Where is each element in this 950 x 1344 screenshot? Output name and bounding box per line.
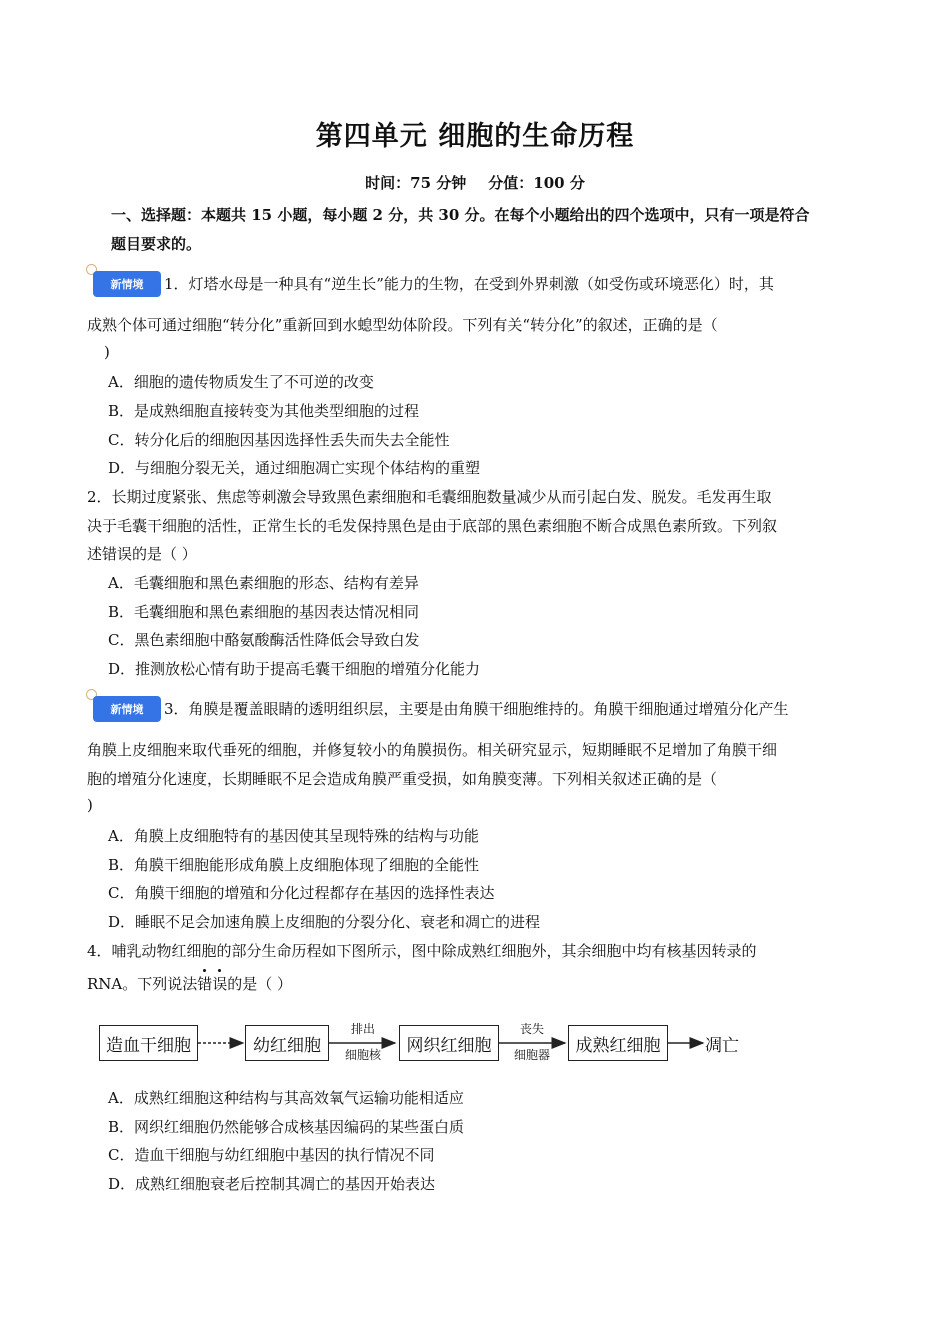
q4-option-b: B．网织红细胞仍然能够合成核基因编码的某些蛋白质 — [108, 1118, 465, 1136]
q3-stem-line3: 胞的增殖分化速度，长期睡眠不足会造成角膜严重受损，如角膜变薄。下列相关叙述正确的是（ — [87, 770, 718, 788]
node-apoptosis: 凋亡 — [705, 1036, 739, 1056]
section-heading-line1: 一、选择题：本题共 15 小题，每小题 2 分，共 30 分。在每个小题给出的四个选项中，只有一项是符合 — [111, 206, 810, 224]
q1-option-a: A．细胞的遗传物质发生了不可逆的改变 — [108, 373, 374, 391]
q1-stem-line2: 成熟个体可通过细胞“转分化”重新回到水螅型幼体阶段。下列有关“转分化”的叙述，正确的是（ — [87, 316, 718, 334]
q3-stem-line2: 角膜上皮细胞来取代垂死的细胞，并修复较小的角膜损伤。相关研究显示，短期睡眠不足增加了角膜干细 — [87, 741, 778, 759]
q3-stem-line4: ) — [87, 796, 93, 814]
page-title: 第四单元 细胞的生命历程 — [315, 121, 635, 152]
edge-label-bottom-1: 细胞核 — [344, 1048, 381, 1062]
new-context-badge: 新情境 — [93, 696, 161, 722]
node-mature-red-cell: 成熟红细胞 — [568, 1025, 668, 1061]
edge-label-top-1: 排出 — [350, 1022, 375, 1036]
q4-stem-line2: RNA。下列说法错误的是（ ） — [87, 975, 293, 993]
q2-option-d: D．推测放松心情有助于提高毛囊干细胞的增殖分化能力 — [108, 660, 481, 678]
q2-option-a: A．毛囊细胞和黑色素细胞的形态、结构有差异 — [108, 574, 419, 592]
q2-stem-line1: 2．长期过度紧张、焦虑等刺激会导致黑色素细胞和毛囊细胞数量减少从而引起白发、脱发。毛发再生取 — [87, 488, 772, 506]
q3-option-b: B．角膜干细胞能形成角膜上皮细胞体现了细胞的全能性 — [108, 856, 480, 874]
exam-time: 时间：75 分钟 — [365, 174, 467, 192]
exam-score: 分值：100 分 — [488, 174, 585, 192]
q1-option-d: D．与细胞分裂无关，通过细胞凋亡实现个体结构的重塑 — [108, 459, 481, 477]
q3-option-d: D．睡眠不足会加速角膜上皮细胞的分裂分化、衰老和凋亡的进程 — [108, 913, 541, 931]
q1-stem-line3: ) — [104, 343, 110, 361]
q1-stem-line1: 1．灯塔水母是一种具有“逆生长”能力的生物，在受到外界刺激（如受伤或环境恶化）时，其 — [164, 275, 774, 293]
edge-label-bottom-2: 细胞器 — [513, 1048, 550, 1062]
q4-stem-line1: 4．哺乳动物红细胞的部分生命历程如下图所示，图中除成熟红细胞外，其余细胞中均有核基因转录的 — [87, 942, 757, 960]
q2-stem-line3: 述错误的是（ ） — [87, 545, 197, 563]
q2-option-b: B．毛囊细胞和黑色素细胞的基因表达情况相同 — [108, 603, 420, 621]
edge-label-top-2: 丧失 — [519, 1022, 544, 1036]
q3-option-c: C．角膜干细胞的增殖和分化过程都存在基因的选择性表达 — [108, 884, 495, 902]
new-context-badge: 新情境 — [93, 271, 161, 297]
q1-option-b: B．是成熟细胞直接转变为其他类型细胞的过程 — [108, 402, 420, 420]
node-erythroblast: 幼红细胞 — [245, 1025, 329, 1061]
q1-option-c: C．转分化后的细胞因基因选择性丢失而失去全能性 — [108, 431, 450, 449]
q4-option-c: C．造血干细胞与幼红细胞中基因的执行情况不同 — [108, 1146, 435, 1164]
q2-stem-line2: 决于毛囊干细胞的活性，正常生长的毛发保持黑色是由于底部的黑色素细胞不断合成黑色素所致。下列叙 — [87, 517, 778, 535]
q3-stem-line1: 3．角膜是覆盖眼睛的透明组织层，主要是由角膜干细胞维持的。角膜干细胞通过增殖分化产生 — [164, 700, 789, 718]
q3-option-a: A．角膜上皮细胞特有的基因使其呈现特殊的结构与功能 — [108, 827, 479, 845]
section-heading-line2: 题目要求的。 — [111, 235, 202, 253]
node-reticulocyte: 网织红细胞 — [399, 1025, 499, 1061]
node-hematopoietic-stem-cell: 造血干细胞 — [99, 1025, 198, 1061]
q4-option-a: A．成熟红细胞这种结构与其高效氧气运输功能相适应 — [108, 1089, 464, 1107]
q4-option-d: D．成熟红细胞衰老后控制其凋亡的基因开始表达 — [108, 1175, 436, 1193]
q2-option-c: C．黑色素细胞中酪氨酸酶活性降低会导致白发 — [108, 631, 420, 649]
